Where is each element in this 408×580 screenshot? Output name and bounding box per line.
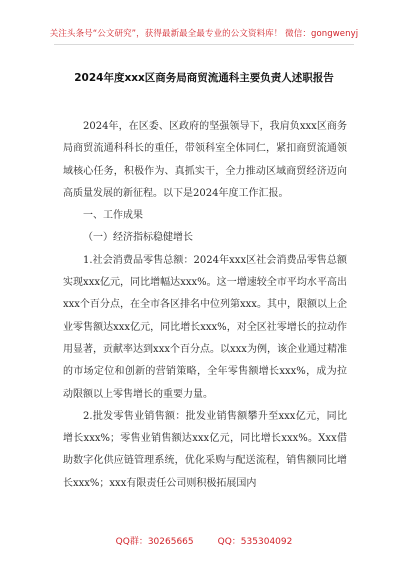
header-divider bbox=[54, 44, 354, 45]
section-heading: 一、工作成果 bbox=[83, 210, 143, 222]
footer-qq: QQ：535304092 bbox=[217, 537, 293, 547]
item-paragraph: 1.社会消费品零售总额：2024年xxx区社会消费品零售总额实现xxx亿元，同比增幅达xxx%。这一增速较全市平均水平高出xxx个百分点，在全市各区排名中位列第xxx。其中，限额以上企业零售额达xxx亿元，同比增长xxx%，对全区社零增长的拉动作用显著，贡献率达到xxx个百分点。以xxx为例，该企业通过精准的市场定位和创新的营销策略，全年零售额增长xxx%，成为拉动限额以上零售增长的重要力量。 bbox=[63, 254, 347, 400]
intro-paragraph: 2024年，在区委、区政府的坚强领导下，我肩负xxx区商务局商贸流通科科长的重任，带领科室全体同仁，紧扣商贸流通领域核心任务，积极作为、真抓实干，全力推动区域商贸经济迈向高质量发展的新征程。以下是2024年度工作汇报。 bbox=[63, 121, 347, 199]
footer-contact bbox=[0, 534, 408, 547]
subsection-heading: （一）经济指标稳健增长 bbox=[83, 232, 193, 244]
document-body bbox=[63, 116, 347, 495]
header-notice: 关注头条号“公文研究”，获得最新最全最专业的公文资料库！ 微信：gongwenyj bbox=[49, 29, 359, 39]
footer-qq-group: QQ群：30265665 bbox=[115, 537, 194, 547]
document-title: 2024年度xxx区商务局商贸流通科主要负责人述职报告 bbox=[74, 72, 334, 84]
item-paragraph: 2.批发零售业销售额：批发业销售额攀升至xxx亿元，同比增长xxx%；零售业销售额达xxx亿元，同比增长xxx%。Xxx借助数字化供应链管理系统，优化采购与配送流程，销售额同比增长xxx%；xxx有限责任公司则积极拓展国内 bbox=[63, 410, 347, 489]
